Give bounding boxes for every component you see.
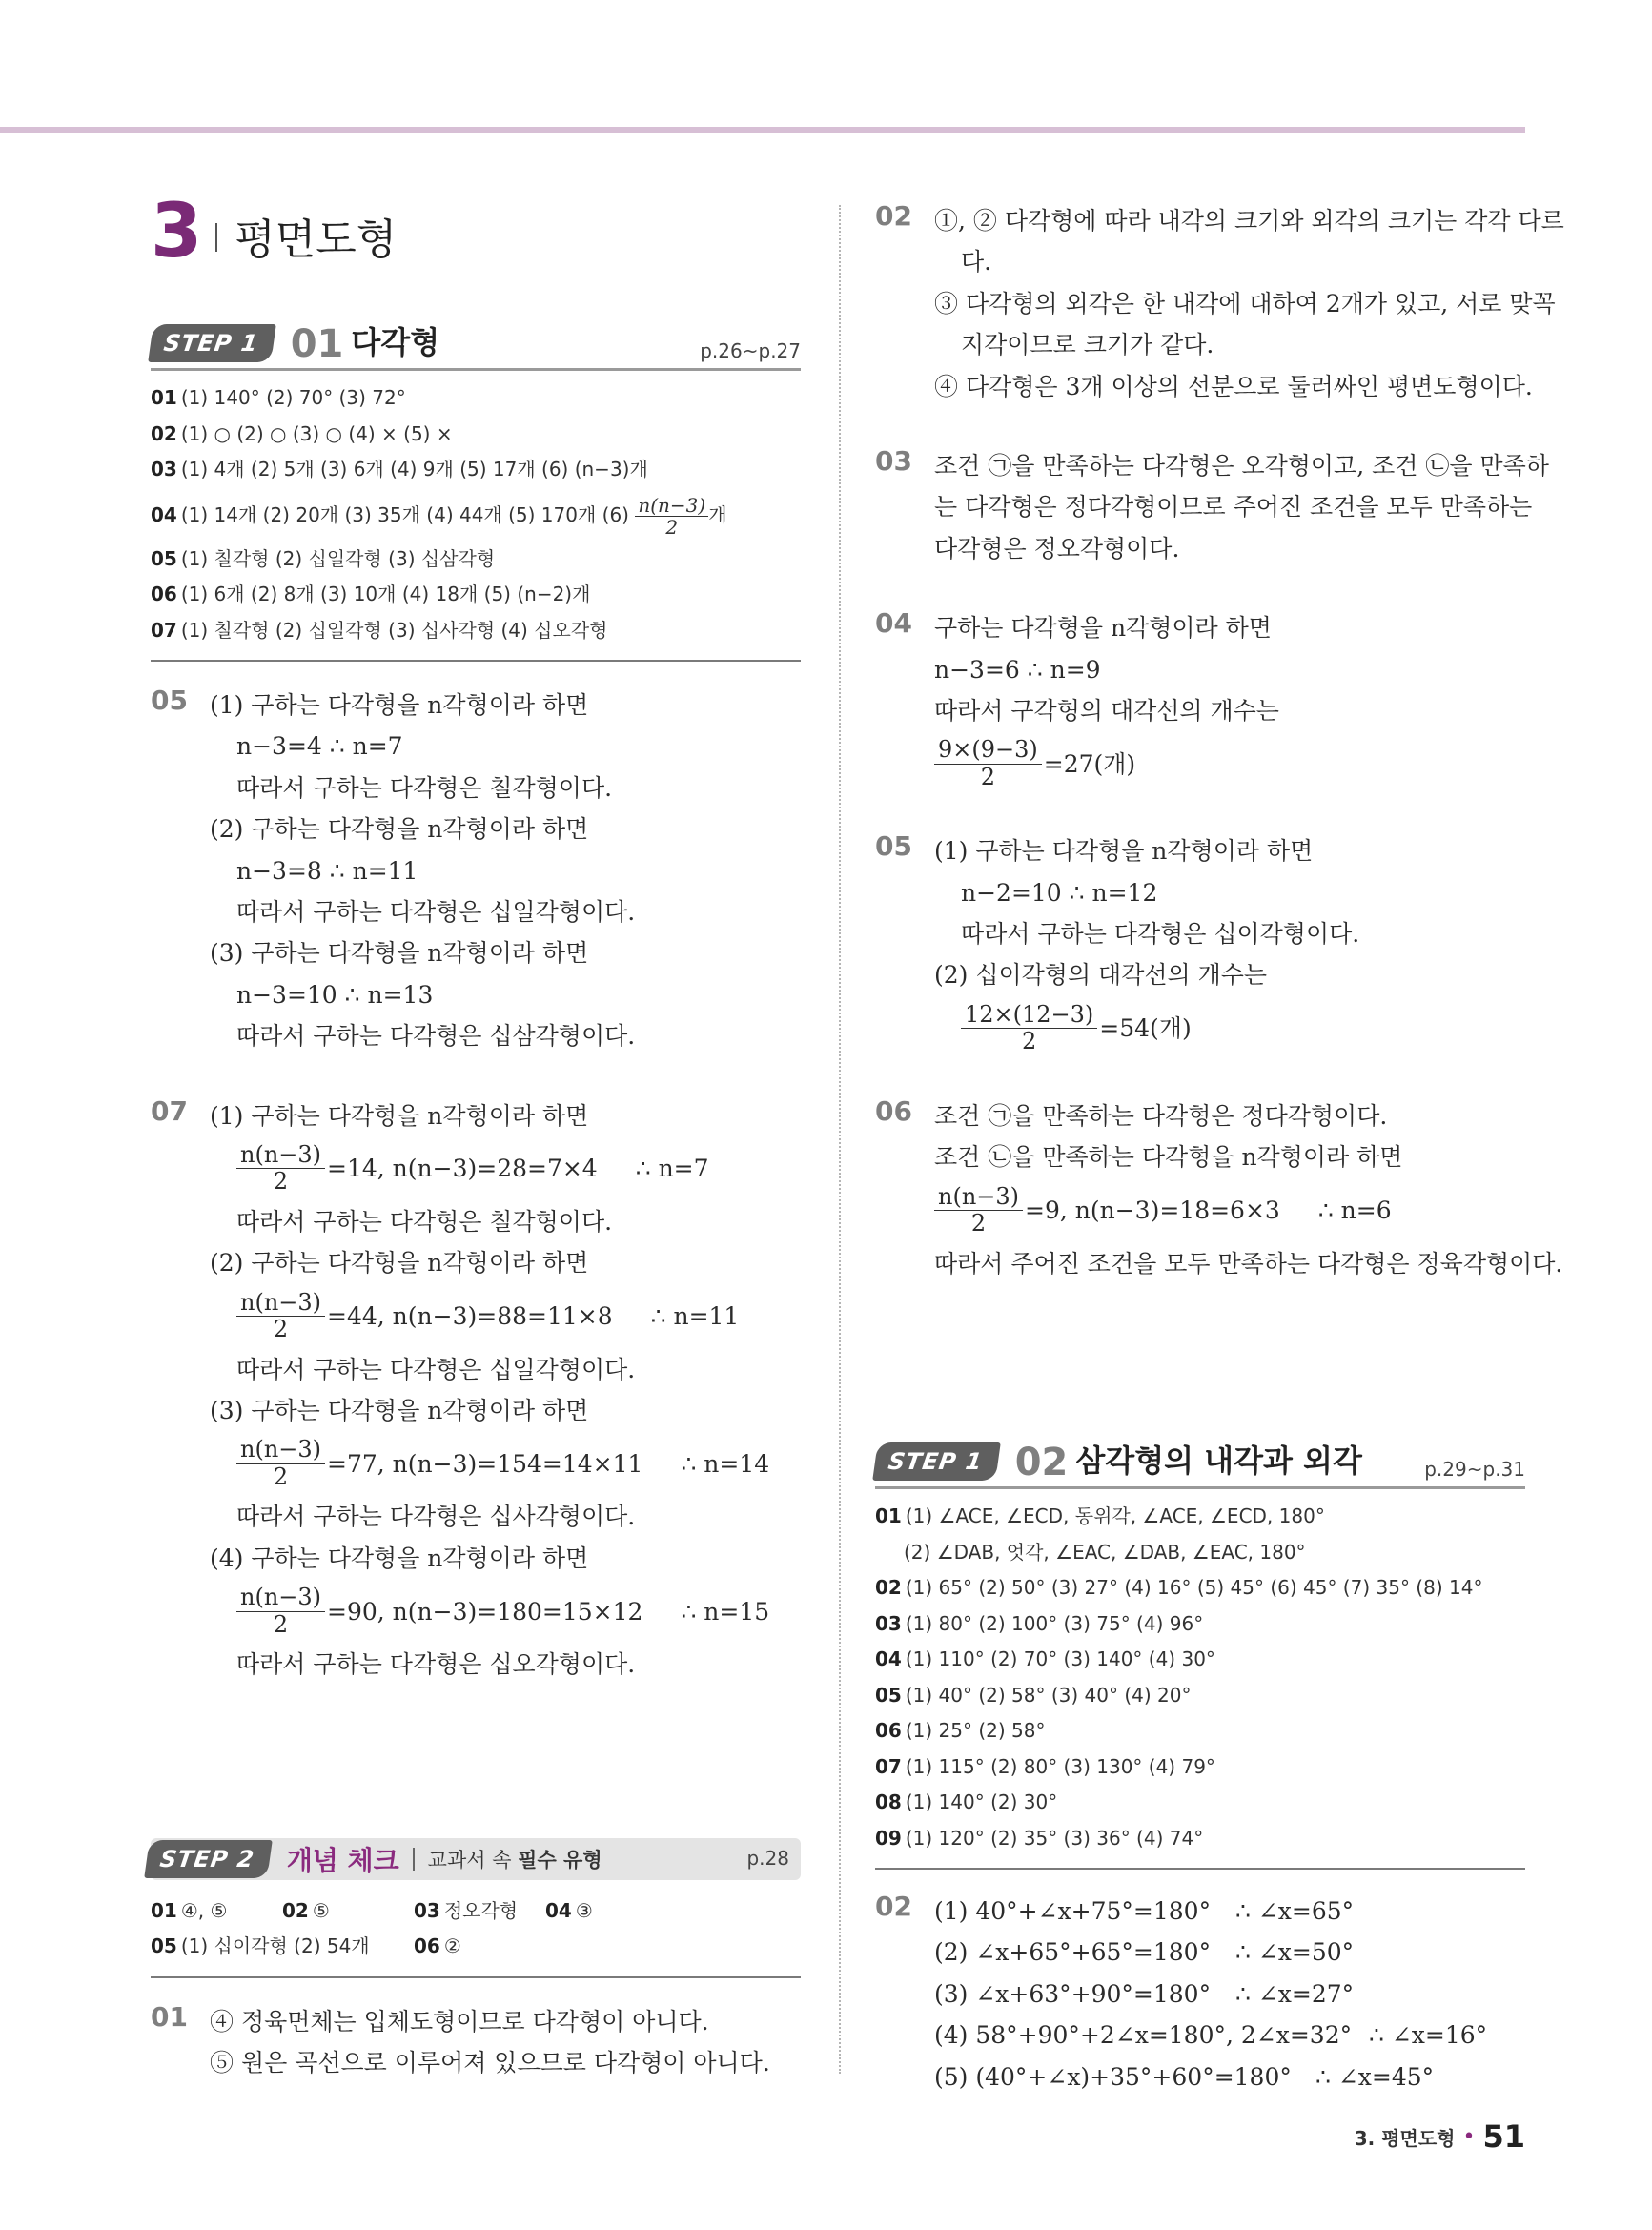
footer-bullet: • xyxy=(1462,2124,1476,2149)
equation-fraction xyxy=(236,1437,325,1490)
answer-text: (1) 25° (2) 58° xyxy=(905,1719,1046,1743)
answer-number: 03 xyxy=(151,458,177,481)
solution-line: 조건 ㉡을 만족하는 다각형을 n각형이라 하면 xyxy=(934,1143,1403,1172)
solution-line: 따라서 구각형의 대각선의 개수는 xyxy=(934,696,1279,725)
solution-line: 조건 ㉠을 만족하는 다각형은 오각형이고, 조건 ㉡을 만족하 xyxy=(934,451,1549,480)
answer-number: 04 xyxy=(875,1647,902,1671)
answer-row xyxy=(151,542,801,578)
equation-text: (4) 58°+90°+2∠x=180°, 2∠x=32° xyxy=(934,2021,1353,2050)
answer-number: 02 xyxy=(151,421,177,445)
solution-triangle-02 xyxy=(875,1891,1525,2097)
equation-result: ∴ ∠x=45° xyxy=(1315,2062,1435,2091)
solution-line: 지각이므로 크기가 같다. xyxy=(961,331,1214,359)
section-header-step2 xyxy=(151,1838,801,1880)
answer-row xyxy=(875,1642,1525,1678)
answer-number: 08 xyxy=(875,1790,902,1814)
page-reference: p.26~p.27 xyxy=(700,339,801,362)
answer-fraction xyxy=(635,495,708,538)
solution-line: ③ 다각형의 외각은 한 내각에 대하여 2개가 있고, 서로 맞꼭 xyxy=(934,289,1556,317)
answer-list-section2 xyxy=(875,1489,1525,1870)
solution-line: n−3=6 ∴ n=9 xyxy=(934,655,1101,684)
page-reference: p.29~p.31 xyxy=(1424,1458,1525,1482)
fraction-denominator: 2 xyxy=(273,1610,289,1638)
solution-line xyxy=(934,1974,1525,2015)
answer-row xyxy=(875,1606,1525,1643)
equation-result: ∴ n=7 xyxy=(635,1155,709,1183)
answer-text: ② xyxy=(443,1934,461,1958)
left-column xyxy=(151,181,801,2083)
fraction-denominator: 2 xyxy=(273,1316,289,1343)
equation-result: ∴ ∠x=16° xyxy=(1369,2021,1488,2050)
equation-rest: =77, n(n−3)=154=14×11 xyxy=(327,1449,643,1478)
answer-row xyxy=(151,417,801,453)
solution-equation xyxy=(934,731,1525,796)
fraction-denominator: 2 xyxy=(273,1463,289,1490)
solution-number: 02 xyxy=(875,200,912,232)
equation-rest: =90, n(n−3)=180=15×12 xyxy=(327,1597,643,1626)
step2-title: 개념 체크 xyxy=(286,1844,399,1876)
page-reference: p.28 xyxy=(746,1846,789,1870)
solution-number: 07 xyxy=(151,1095,188,1127)
answer-row xyxy=(875,1570,1525,1606)
solution-line: 따라서 구하는 다각형은 십이각형이다. xyxy=(961,920,1360,949)
answer-row xyxy=(875,1821,1525,1857)
equation-result: ∴ ∠x=50° xyxy=(1235,1938,1355,1967)
solution-line: n−3=10 ∴ n=13 xyxy=(236,980,434,1009)
solution-line: ④ 정육면체는 입체도형이므로 다각형이 아니다. xyxy=(210,2007,709,2036)
solution-equation xyxy=(934,996,1525,1061)
solution-line xyxy=(934,1891,1525,1932)
equation-rest: =54(개) xyxy=(1099,1014,1192,1043)
answer-text: ④, ⑤ xyxy=(180,1898,228,1922)
solution-03 xyxy=(875,444,1549,569)
answer-number: 05 xyxy=(875,1683,902,1707)
solution-number: 02 xyxy=(875,1891,912,1923)
solution-line: 따라서 구하는 다각형은 십오각형이다. xyxy=(236,1650,636,1679)
answer-text: ⑤ xyxy=(312,1898,330,1922)
solution-line: (2) 구하는 다각형을 n각형이라 하면 xyxy=(210,815,589,844)
answer-row xyxy=(875,1713,1525,1749)
answer-row xyxy=(151,613,801,649)
equation-result: ∴ n=11 xyxy=(650,1301,740,1330)
answer-row xyxy=(151,1893,801,1930)
solution-number: 05 xyxy=(151,685,188,716)
solution-equation xyxy=(210,1284,801,1349)
equation-fraction xyxy=(934,737,1042,790)
page-number: 51 xyxy=(1482,2118,1525,2155)
answer-row xyxy=(151,1929,801,1965)
step2-subtitle-pre: 교과서 속 xyxy=(427,1848,512,1872)
equation-rest: =27(개) xyxy=(1043,749,1136,778)
step2-subtitle xyxy=(428,1845,602,1873)
solution-line: n−3=8 ∴ n=11 xyxy=(236,856,418,885)
solution-number: 06 xyxy=(875,1095,912,1127)
fraction-numerator: 12×(12−3) xyxy=(961,1002,1097,1030)
solution-line: 따라서 구하는 다각형은 십삼각형이다. xyxy=(236,1022,636,1051)
equation-result: ∴ ∠x=65° xyxy=(1235,1897,1355,1926)
solution-line: (3) 구하는 다각형을 n각형이라 하면 xyxy=(210,1397,589,1425)
step2-subtitle-bold: 필수 유형 xyxy=(518,1848,602,1872)
solution-line: (4) 구하는 다각형을 n각형이라 하면 xyxy=(210,1544,589,1572)
solution-06 xyxy=(875,1095,1563,1284)
answer-row xyxy=(151,380,801,417)
equation-result: ∴ n=15 xyxy=(681,1597,770,1626)
answer-number: 07 xyxy=(151,618,177,642)
fraction-denominator: 2 xyxy=(1022,1028,1037,1055)
answer-text: (1) 14개 (2) 20개 (3) 35개 (4) 44개 (5) 170개 (6) xyxy=(180,502,629,526)
answer-number: 06 xyxy=(151,583,177,605)
solution-line: (2) 구하는 다각형을 n각형이라 하면 xyxy=(210,1249,589,1278)
answer-text: (1) ∠ACE, ∠ECD, 동위각, ∠ACE, ∠ECD, 180° xyxy=(905,1504,1325,1528)
solution-line: 따라서 구하는 다각형은 십일각형이다. xyxy=(236,897,636,926)
solution-line: (1) 구하는 다각형을 n각형이라 하면 xyxy=(934,837,1314,866)
solution-line xyxy=(934,1932,1525,1973)
solution-number: 04 xyxy=(875,607,912,640)
answer-row xyxy=(151,488,801,542)
solution-number: 03 xyxy=(875,444,912,477)
solution-line: ①, ② 다각형에 따라 내각의 크기와 외각의 크기는 각각 다르 xyxy=(934,207,1564,235)
chapter-separator xyxy=(215,223,217,252)
answer-text: (1) 115° (2) 80° (3) 130° (4) 79° xyxy=(905,1754,1215,1778)
solution-line: 따라서 구하는 다각형은 칠각형이다. xyxy=(236,773,613,802)
answer-number: 06 xyxy=(414,1934,440,1958)
solution-equation xyxy=(210,1579,801,1644)
fraction-denominator: 2 xyxy=(273,1168,289,1196)
answer-text: 정오각형 xyxy=(443,1898,519,1922)
equation-result: ∴ ∠x=27° xyxy=(1235,1979,1355,2008)
equation-rest: =14, n(n−3)=28=7×4 xyxy=(327,1155,598,1183)
solution-line: 조건 ㉠을 만족하는 다각형은 정다각형이다. xyxy=(934,1101,1388,1130)
equation-rest: =44, n(n−3)=88=11×8 xyxy=(327,1301,613,1330)
solution-line: 다. xyxy=(961,248,992,276)
answer-row xyxy=(875,1499,1525,1535)
section-header-triangle xyxy=(875,1427,1525,1489)
solution-02 xyxy=(875,200,1564,407)
solution-number: 05 xyxy=(875,830,912,863)
solution-line: 따라서 구하는 다각형은 십일각형이다. xyxy=(236,1355,636,1383)
solution-equation xyxy=(934,1178,1525,1243)
right-column xyxy=(875,181,1564,2097)
answer-row xyxy=(875,1749,1525,1786)
fraction-numerator: n(n−3) xyxy=(236,1142,325,1170)
top-accent-bar xyxy=(0,127,1525,133)
solution-line: (1) 구하는 다각형을 n각형이라 하면 xyxy=(210,1101,589,1130)
answer-row xyxy=(875,1535,1525,1571)
solution-line: (1) 구하는 다각형을 n각형이라 하면 xyxy=(210,691,589,719)
answer-text: (1) 110° (2) 70° (3) 140° (4) 30° xyxy=(905,1647,1215,1671)
answer-text: (1) ○ (2) ○ (3) ○ (4) × (5) × xyxy=(180,421,453,445)
answer-number: 03 xyxy=(875,1611,902,1635)
answer-list-step2 xyxy=(151,1880,801,1978)
answer-row xyxy=(151,577,801,613)
solution-line: 구하는 다각형을 n각형이라 하면 xyxy=(934,614,1272,643)
section-title: 다각형 xyxy=(351,324,440,360)
answer-text: (1) 120° (2) 35° (3) 36° (4) 74° xyxy=(905,1826,1204,1850)
answer-number: 09 xyxy=(875,1826,902,1850)
answer-number: 02 xyxy=(875,1576,902,1600)
solution-line: n−2=10 ∴ n=12 xyxy=(961,878,1158,907)
answer-text: (1) 65° (2) 50° (3) 27° (4) 16° (5) 45° (6) 45° (7) 35° (8) 14° xyxy=(905,1576,1483,1600)
answer-number: 05 xyxy=(151,546,177,570)
answer-number: 06 xyxy=(875,1719,902,1743)
chapter-title: 평면도형 xyxy=(235,215,398,264)
equation-rest: =9, n(n−3)=18=6×3 xyxy=(1025,1196,1280,1224)
answer-text: (1) 4개 (2) 5개 (3) 6개 (4) 9개 (5) 17개 (6) (n−3)개 xyxy=(180,458,648,481)
answer-number: 05 xyxy=(151,1934,177,1958)
solution-line: (3) 구하는 다각형을 n각형이라 하면 xyxy=(210,939,589,968)
solution-equation xyxy=(210,1136,801,1201)
section-number: 01 xyxy=(290,322,344,366)
fraction-numerator: 9×(9−3) xyxy=(934,737,1042,765)
solution-line: 따라서 주어진 조건을 모두 만족하는 다각형은 정육각형이다. xyxy=(934,1249,1563,1278)
answer-text: (1) 80° (2) 100° (3) 75° (4) 96° xyxy=(905,1611,1204,1635)
solution-line: 다각형은 정오각형이다. xyxy=(934,534,1180,563)
solution-04 xyxy=(875,607,1525,796)
fraction-denominator: 2 xyxy=(665,515,679,539)
footer-chapter: 3. 평면도형 xyxy=(1354,2126,1456,2150)
answer-text: (1) 칠각형 (2) 십일각형 (3) 십삼각형 xyxy=(180,546,496,570)
fraction-numerator: n(n−3) xyxy=(236,1290,325,1318)
answer-text: (1) 140° (2) 70° (3) 72° xyxy=(180,386,406,409)
solution-line: ⑤ 원은 곡선으로 이루어져 있으므로 다각형이 아니다. xyxy=(210,2049,770,2077)
answer-row xyxy=(875,1678,1525,1714)
solution-line xyxy=(934,2015,1525,2056)
solution-line xyxy=(934,2056,1525,2097)
answer-number: 01 xyxy=(151,1898,177,1922)
answer-row xyxy=(151,452,801,488)
section-title: 삼각형의 내각과 외각 xyxy=(1075,1442,1362,1480)
answer-number: 03 xyxy=(414,1898,440,1922)
answer-list-section1 xyxy=(151,371,801,662)
fraction-denominator: 2 xyxy=(970,1210,987,1238)
solution-05 xyxy=(151,685,801,1057)
equation-text: (5) (40°+∠x)+35°+60°=180° xyxy=(934,2062,1292,2091)
solution-line: 따라서 구하는 다각형은 칠각형이다. xyxy=(236,1207,613,1236)
step-badge: STEP 2 xyxy=(144,1840,272,1878)
column-divider xyxy=(839,205,841,2074)
equation-fraction xyxy=(236,1585,325,1638)
fraction-numerator: n(n−3) xyxy=(236,1437,325,1464)
equation-result: ∴ n=14 xyxy=(681,1449,770,1478)
equation-fraction xyxy=(961,1002,1097,1055)
answer-text: (1) 140° (2) 30° xyxy=(905,1790,1058,1814)
answer-number: 04 xyxy=(151,502,177,526)
step2-separator xyxy=(413,1848,415,1871)
section-number: 02 xyxy=(1014,1441,1069,1485)
equation-text: (3) ∠x+63°+90°=180° xyxy=(934,1979,1212,2008)
step-badge: STEP 1 xyxy=(872,1442,1000,1481)
answer-number: 01 xyxy=(875,1504,902,1528)
solution-line: 따라서 구하는 다각형은 십사각형이다. xyxy=(236,1503,636,1531)
answer-text: ③ xyxy=(575,1898,593,1922)
chapter-heading xyxy=(151,191,801,273)
answer-number: 07 xyxy=(875,1754,902,1778)
solution-equation xyxy=(210,1431,801,1496)
fraction-numerator: n(n−3) xyxy=(934,1184,1023,1212)
answer-number: 01 xyxy=(151,386,177,409)
fraction-numerator: n(n−3) xyxy=(236,1585,325,1612)
solution-step2-01 xyxy=(151,2001,801,2084)
answer-text: (1) 십이각형 (2) 54개 xyxy=(180,1934,370,1958)
answer-text: (2) ∠DAB, 엇각, ∠EAC, ∠DAB, ∠EAC, 180° xyxy=(904,1540,1306,1564)
equation-result: ∴ n=6 xyxy=(1317,1196,1392,1224)
answer-row xyxy=(875,1785,1525,1821)
page-footer xyxy=(1355,2118,1525,2155)
solution-line: n−3=4 ∴ n=7 xyxy=(236,732,403,761)
equation-fraction xyxy=(934,1184,1023,1238)
solution-number: 01 xyxy=(151,2000,188,2033)
solution-07 xyxy=(151,1095,801,1686)
step-badge: STEP 1 xyxy=(148,324,275,362)
fraction-denominator: 2 xyxy=(980,763,996,790)
solution-line: ④ 다각형은 3개 이상의 선분으로 둘러싸인 평면도형이다. xyxy=(934,372,1533,400)
answer-text: (1) 40° (2) 58° (3) 40° (4) 20° xyxy=(905,1683,1192,1707)
answer-text: (1) 칠각형 (2) 십일각형 (3) 십사각형 (4) 십오각형 xyxy=(180,618,608,642)
equation-fraction xyxy=(236,1290,325,1343)
section-header-polygons xyxy=(151,309,801,371)
answer-text: (1) 6개 (2) 8개 (3) 10개 (4) 18개 (5) (n−2)개 xyxy=(180,583,591,605)
equation-fraction xyxy=(236,1142,325,1196)
fraction-numerator: n(n−3) xyxy=(635,495,708,517)
answer-suffix: 개 xyxy=(708,502,727,526)
chapter-number: 3 xyxy=(151,189,203,275)
solution-line: (2) 십이각형의 대각선의 개수는 xyxy=(934,961,1268,990)
solution-line: 는 다각형은 정다각형이므로 주어진 조건을 모두 만족하는 xyxy=(934,493,1533,522)
solution-05-right xyxy=(875,830,1525,1061)
equation-text: (1) 40°+∠x+75°=180° xyxy=(934,1897,1212,1926)
answer-number: 02 xyxy=(282,1898,309,1922)
answer-number: 04 xyxy=(545,1898,572,1922)
equation-text: (2) ∠x+65°+65°=180° xyxy=(934,1938,1212,1967)
